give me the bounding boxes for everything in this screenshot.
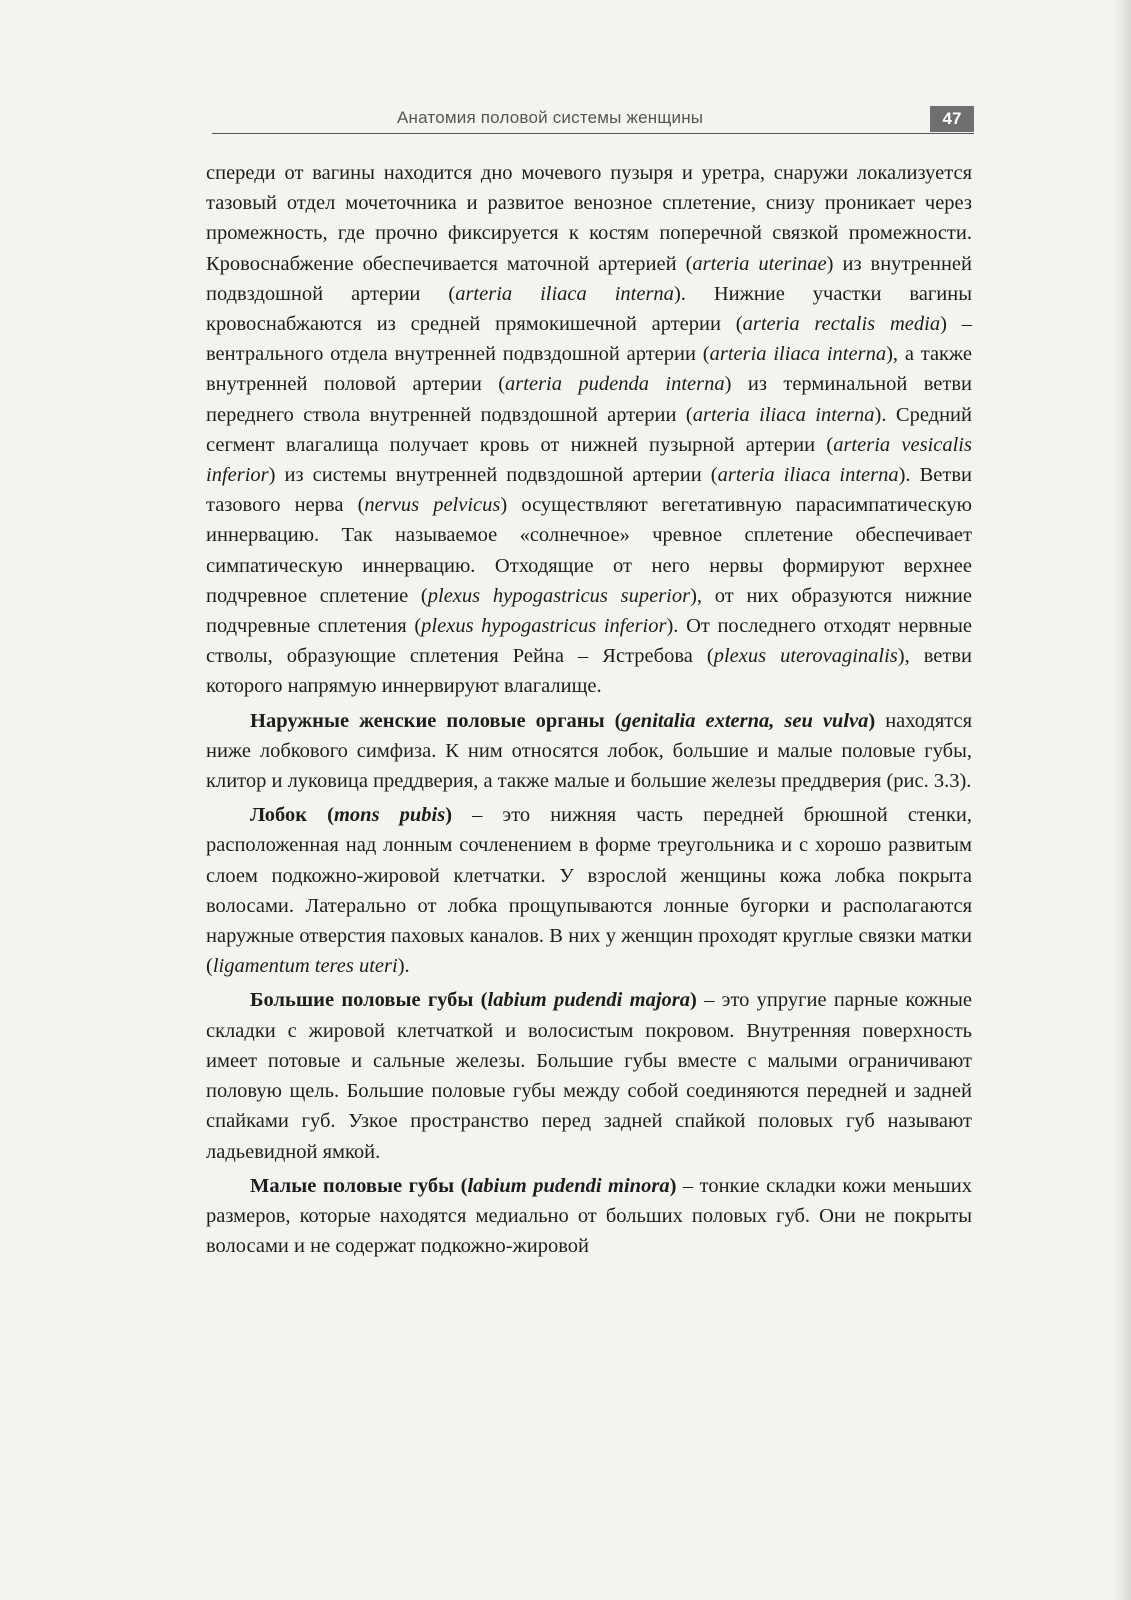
text-run: ) из терминальной ветви переднего ствола внутренней подвздошной артерии ( bbox=[206, 373, 972, 426]
latin-term: arteria uterinae bbox=[692, 252, 827, 275]
text-run: ). От последнего отходят нервные стволы, образующие сплетения Рейна – Ястребова ( bbox=[206, 615, 972, 668]
latin-term: arteria iliaca interna bbox=[709, 343, 887, 366]
latin-term: arteria pudenda interna bbox=[505, 373, 725, 396]
text-run: – это упругие парные кожные складки с жировой клетчаткой и волосистым покровом. Внутренняя поверхность имеет потовые и сальные железы. Большие губы вместе с малыми ограничивают половую щель. Большие половые губы между собой соединяются передней и задней спайками губ. Узкое пространство перед задней спайкой половых губ называют ладьевидной ямкой. bbox=[206, 989, 972, 1163]
latin-term: plexus hypogastricus inferior bbox=[421, 615, 667, 638]
running-header bbox=[212, 106, 974, 136]
text-run: ). Ветви тазового нерва ( bbox=[206, 464, 972, 517]
latin-term: labium pudendi minora bbox=[467, 1174, 670, 1197]
page-number: 47 bbox=[930, 106, 974, 132]
text-run: находятся ниже лобкового симфиза. К ним относятся лобок, большие и малые половые губы, клитор и луковица преддверия, а также малые и большие железы преддверия (рис. 3.3). bbox=[206, 709, 973, 793]
bracket-open: ( bbox=[307, 804, 334, 827]
bracket-open: ( bbox=[473, 989, 488, 1012]
text-run: ) – вентрального отдела внутренней подвздошной артерии ( bbox=[206, 313, 972, 366]
paragraph-mons-pubis bbox=[206, 800, 972, 981]
text-run: ). Нижние участки вагины кровоснабжаются из средней прямокишечной артерии ( bbox=[206, 282, 972, 336]
text-run: ) осуществляют вегетативную парасимпатическую иннервацию. Так называемое «солнечное» чревное сплетение обеспечивает симпатическую иннервацию. Отходящие от него нервы формируют верхнее подчревное сплетение ( bbox=[206, 494, 972, 607]
text-run: спереди от вагины находится дно мочевого пузыря и уретра, снаружи локализуется тазовый отдел мочеточника и развитое венозное сплетение, снизу проникает через промежность, где прочно фиксируется к костям поперечной связкой промежности. Кровоснабжение обеспечивается маточной артерией ( bbox=[206, 162, 972, 275]
section-term: Малые половые губы bbox=[250, 1174, 455, 1197]
latin-term: plexus uterovaginalis bbox=[713, 645, 898, 668]
text-run: ). bbox=[397, 955, 410, 978]
body-text bbox=[206, 158, 972, 1261]
running-title: Анатомия половой системы женщины bbox=[397, 108, 704, 127]
text-run: ), а также внутренней половой артерии ( bbox=[206, 343, 972, 396]
text-run: ) из внутренней подвздошной артерии ( bbox=[206, 252, 972, 305]
latin-term: plexus hypogastricus superior bbox=[427, 584, 691, 607]
section-term: Наружные женские половые органы bbox=[250, 709, 605, 732]
paragraph-vagina-blood-supply bbox=[206, 158, 972, 702]
header-rule bbox=[212, 133, 974, 134]
bracket-open: ( bbox=[604, 709, 622, 732]
text-run: – это нижняя часть передней брюшной стенки, расположенная над лонным сочленением в форме треугольника и с хорошо развитым слоем подкожно-жировой клетчатки. У взрослой женщины кожа лобка покрыта волосами. Латерально от лобка прощупываются лонные бугорки и располагаются наружные отверстия паховых каналов. В них у женщин проходят круглые связки матки ( bbox=[206, 804, 972, 978]
latin-term: arteria iliaca interna bbox=[692, 403, 875, 426]
latin-term: arteria vesicalis inferior bbox=[206, 433, 972, 487]
bracket-close: ) bbox=[690, 989, 697, 1012]
latin-term: arteria rectalis media bbox=[742, 313, 941, 336]
latin-term: arteria iliaca interna bbox=[717, 464, 899, 487]
paragraph-labia-majora bbox=[206, 985, 972, 1166]
page-edge-shadow bbox=[1113, 0, 1131, 1600]
latin-term: nervus pelvicus bbox=[364, 494, 501, 517]
bracket-open: ( bbox=[454, 1174, 468, 1197]
paragraph-labia-minora bbox=[206, 1171, 972, 1262]
bracket-close: ) bbox=[445, 804, 453, 827]
latin-term: labium pudendi majora bbox=[487, 989, 691, 1012]
section-term: Лобок bbox=[250, 804, 308, 827]
bracket-close: ) bbox=[669, 1174, 677, 1197]
latin-term: mons pubis bbox=[333, 804, 446, 827]
bracket-close: ) bbox=[868, 709, 876, 732]
latin-term: arteria iliaca interna bbox=[455, 282, 674, 305]
section-term: Большие половые губы bbox=[250, 989, 474, 1012]
text-run: ). Средний сегмент влагалища получает кровь от нижней пузырной артерии ( bbox=[206, 403, 973, 456]
latin-term: genitalia externa, seu vulva bbox=[621, 709, 869, 732]
text-run: ), от них образуются нижние подчревные сплетения ( bbox=[206, 584, 972, 638]
paragraph-external-genitalia bbox=[206, 706, 972, 797]
text-run: ), ветви которого напрямую иннервируют влагалище. bbox=[206, 645, 973, 698]
text-run: ) из системы внутренней подвздошной артерии ( bbox=[268, 464, 718, 487]
text-run: – тонкие складки кожи меньших размеров, которые находятся медиально от больших половых губ. Они не покрыты волосами и не содержат подкожно-жировой bbox=[206, 1174, 973, 1258]
latin-term: ligamentum teres uteri bbox=[212, 955, 398, 978]
